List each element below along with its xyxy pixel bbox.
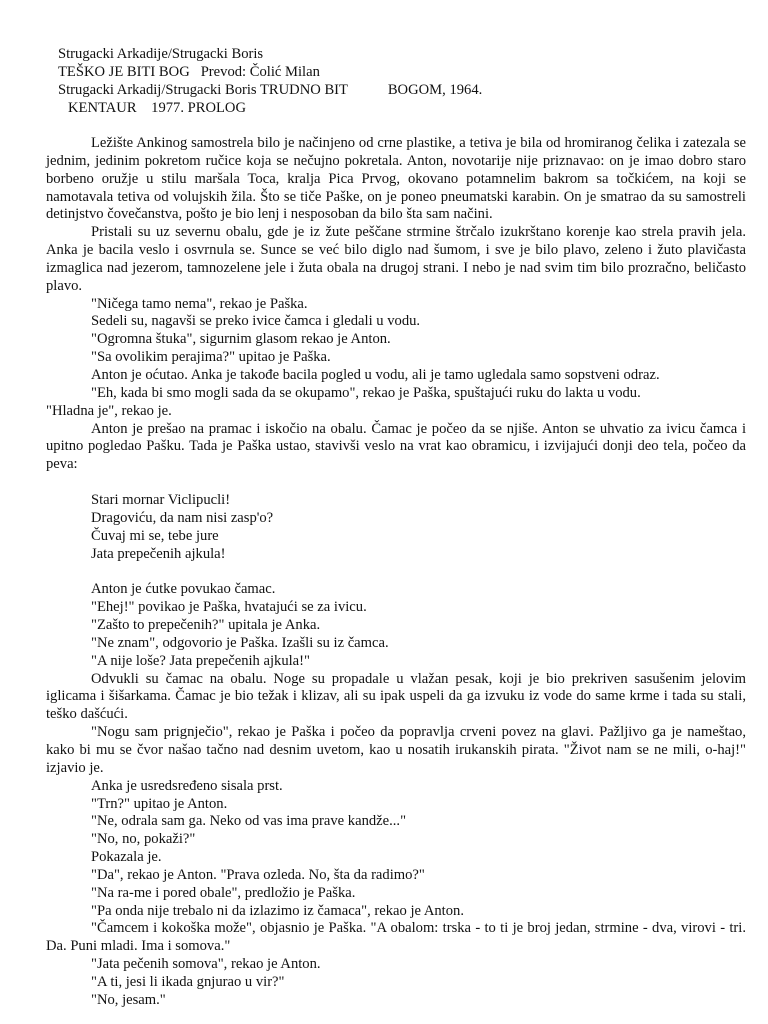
stanza-spacer bbox=[46, 474, 746, 492]
paragraph: "Ehej!" povikao je Paška, hvatajući se za ivicu. bbox=[91, 599, 367, 616]
song-verse bbox=[46, 492, 746, 563]
paragraph: "Trn?" upitao je Anton. bbox=[91, 795, 228, 812]
paragraph: Pokazala je. bbox=[91, 849, 162, 866]
paragraph: Anton je oćutao. Anka je takođe bacila pogled u vodu, ali je tamo ugledala samo sopstveni odraz. bbox=[91, 366, 660, 383]
paragraph: "Ogromna štuka", sigurnim glasom rekao je Anton. bbox=[91, 331, 391, 348]
paragraph: "Da", rekao je Anton. "Prava ozleda. No, šta da radimo?" bbox=[91, 866, 425, 883]
paragraph: Anton je prešao na pramac i iskočio na obalu. Čamac je počeo da se njiše. Anton se uhvatio za ivicu čamca i upitno pogledao Pašku. Tada je Paška ustao, stavivši veslo na vrat kao obramicu, i izvijajući donji deo tela, počeo da peva: bbox=[46, 420, 746, 473]
paragraph: "Hladna je", rekao je. bbox=[46, 402, 172, 419]
document-body bbox=[46, 135, 746, 1010]
paragraph: "Zašto to prepečenih?" upitala je Anka. bbox=[91, 617, 321, 634]
paragraph: "A nije loše? Jata prepečenih ajkula!" bbox=[91, 652, 310, 669]
verse-line: Stari mornar Viclipucli! bbox=[91, 492, 231, 509]
header-publisher: KENTAUR 1977. PROLOG bbox=[68, 100, 247, 116]
paragraph: "Ne znam", odgovorio je Paška. Izašli su iz čamca. bbox=[91, 634, 389, 651]
paragraph: "Ničega tamo nema", rekao je Paška. bbox=[91, 295, 308, 312]
header-authors: Strugacki Arkadije/Strugacki Boris bbox=[58, 46, 264, 62]
stanza-spacer bbox=[46, 563, 746, 581]
paragraph: Sedeli su, nagavši se preko ivice čamca i gledali u vodu. bbox=[91, 313, 421, 330]
paragraph: "Čamcem i kokoška može", objasnio je Paška. "A obalom: trska - to ti je broj jedan, strmine - dva, virovi - tri. Da. Puni mladi. Ima i somova." bbox=[46, 920, 746, 955]
paragraph: Pristali su uz severnu obalu, gde je iz žute peščane strmine štrčalo izukrštano korenje kao strela pravih jela. Anka je bacila veslo i osvrnula se. Sunce se već bilo diglo nad šumom, i sve je bilo plavo, zeleno i žuto plavičasta izmaglica nad jezerom, tamnozelene jele i žuta obala na drugoj strani. I nebo je nad svim tim bilo prozračno, beličasto plavo. bbox=[46, 224, 746, 294]
paragraph: "Jata pečenih somova", rekao je Anton. bbox=[91, 956, 321, 973]
verse-line: Čuvaj mi se, tebe jure bbox=[91, 527, 219, 544]
paragraph: "Na ra-me i pored obale", predložio je Paška. bbox=[91, 884, 356, 901]
paragraph: "Nogu sam prignječio", rekao je Paška i počeo da popravlja crveni povez na glavi. Pažljivo ga je nameštao, kako bi mu se čvor našao tačno nad desnim uvetom, kao u nosatih irukanskih pirata. "Život nam se ne mili, o-haj!" izjavio je. bbox=[46, 724, 746, 776]
paragraph: Ležište Ankinog samostrela bilo je načinjeno od crne plastike, a tetiva je bila od hromiranog čelika i zatezala se jednim, jedinim pokretom ručice koja se nečujno pokretala. Anton, novotarije nije priznavao: on je imao dobro staro borbeno oružje u stilu maršala Toca, kralja Pica Prvog, okovano potamnelim bakrom sa točkićem, na koji se namotavala tetiva od volujskih žila. Što se tiče Paške, on je poneo pneumatski karabin. On je smatrao da su samostreli detinjstvo čovečanstva, pošto je bio lenj i nesposoban da bilo šta sam načini. bbox=[46, 135, 746, 223]
paragraph: "Ne, odrala sam ga. Neko od vas ima prave kandže..." bbox=[91, 813, 407, 830]
paragraph: Odvukli su čamac na obalu. Noge su propadale u vlažan pesak, koji je bio prekriven sasušenim jelovim iglicama i šišarkama. Čamac je bio težak i klizav, ali su ipak uspeli da ga izvuku iz vode do same krme i tada su stali, teško dašćući. bbox=[46, 670, 746, 723]
paragraph: "No, no, pokaži?" bbox=[91, 831, 196, 848]
header-original-title: Strugacki Arkadij/Strugacki Boris TRUDNO BIT BOGOM, 1964. bbox=[58, 82, 483, 98]
paragraph: "No, jesam." bbox=[91, 991, 166, 1008]
header-title: TEŠKO JE BITI BOG Prevod: Čolić Milan bbox=[58, 64, 320, 80]
paragraph: "A ti, jesi li ikada gnjurao u vir?" bbox=[91, 973, 285, 990]
paragraph: "Sa ovolikim perajima?" upitao je Paška. bbox=[91, 349, 331, 366]
verse-line: Jata prepečenih ajkula! bbox=[91, 545, 226, 562]
paragraph: Anton je ćutke povukao čamac. bbox=[91, 581, 276, 598]
paragraph: "Pa onda nije trebalo ni da izlazimo iz čamaca", rekao je Anton. bbox=[91, 902, 464, 919]
paragraph: Anka je usredsređeno sisala prst. bbox=[91, 777, 283, 794]
verse-line: Dragoviću, da nam nisi zasp'o? bbox=[91, 509, 274, 526]
paragraph: "Eh, kada bi smo mogli sada da se okupamo", rekao je Paška, spuštajući ruku do lakta u vodu. bbox=[91, 384, 641, 401]
